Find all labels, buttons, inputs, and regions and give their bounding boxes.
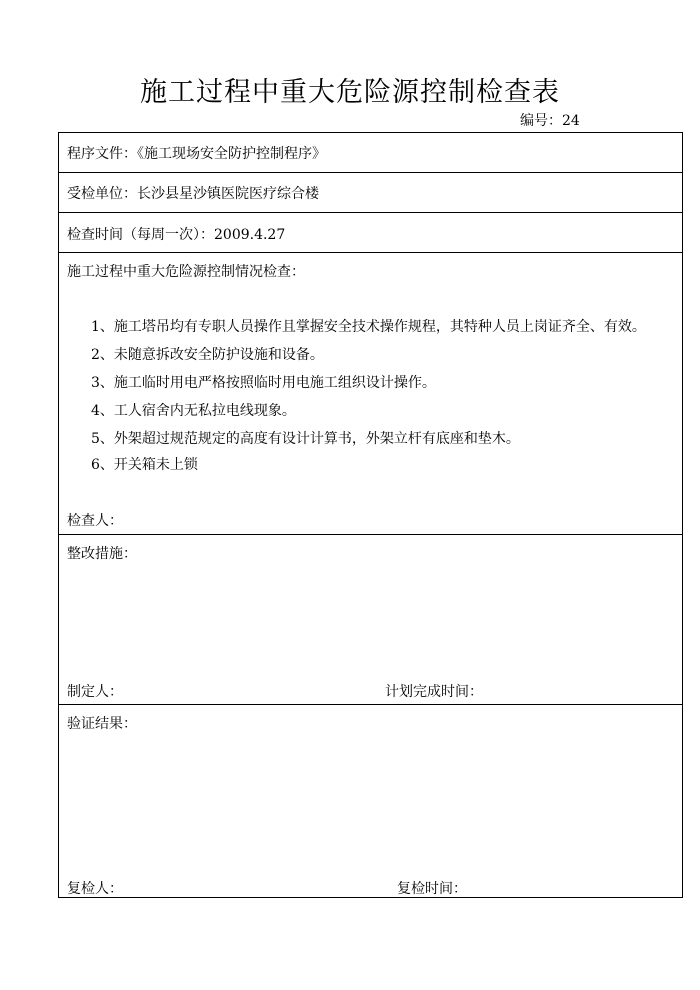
inspected-unit-text: 受检单位：长沙县星沙镇医院医疗综合楼	[67, 186, 319, 202]
rectification-heading: 整改措施：	[67, 546, 137, 562]
document-number: 编号：24	[520, 113, 580, 129]
inspection-form	[58, 132, 683, 898]
inspection-item: 3、施工临时用电严格按照临时用电施工组织设计操作。	[91, 375, 436, 391]
document-title: 施工过程中重大危险源控制检查表	[140, 77, 560, 108]
rechecker-label: 复检人：	[67, 881, 123, 897]
program-file-row	[59, 133, 682, 173]
program-file-text: 程序文件：《施工现场安全防护控制程序》	[67, 146, 326, 162]
verification-heading: 验证结果：	[67, 716, 137, 732]
inspection-item: 6、开关箱未上锁	[91, 457, 198, 473]
inspection-item: 5、外架超过规范规定的高度有设计计算书，外架立杆有底座和垫木。	[91, 431, 520, 447]
inspection-time-row	[59, 213, 682, 253]
inspection-section	[59, 253, 682, 535]
inspection-item: 2、未随意拆改安全防护设施和设备。	[91, 347, 324, 363]
recheck-time-label: 复检时间：	[397, 881, 467, 897]
rectification-section	[59, 535, 682, 705]
inspection-item: 1、施工塔吊均有专职人员操作且掌握安全技术操作规程，其特种人员上岗证齐全、有效。	[91, 319, 646, 335]
verification-section	[59, 705, 682, 899]
maker-label: 制定人：	[67, 684, 123, 700]
planned-completion-label: 计划完成时间：	[385, 684, 483, 700]
inspected-unit-row	[59, 173, 682, 213]
inspection-time-text: 检查时间（每周一次）：2009.4.27	[67, 227, 286, 243]
inspection-heading: 施工过程中重大危险源控制情况检查：	[67, 264, 305, 280]
inspection-item: 4、工人宿舍内无私拉电线现象。	[91, 403, 296, 419]
inspector-label: 检查人：	[67, 513, 123, 529]
